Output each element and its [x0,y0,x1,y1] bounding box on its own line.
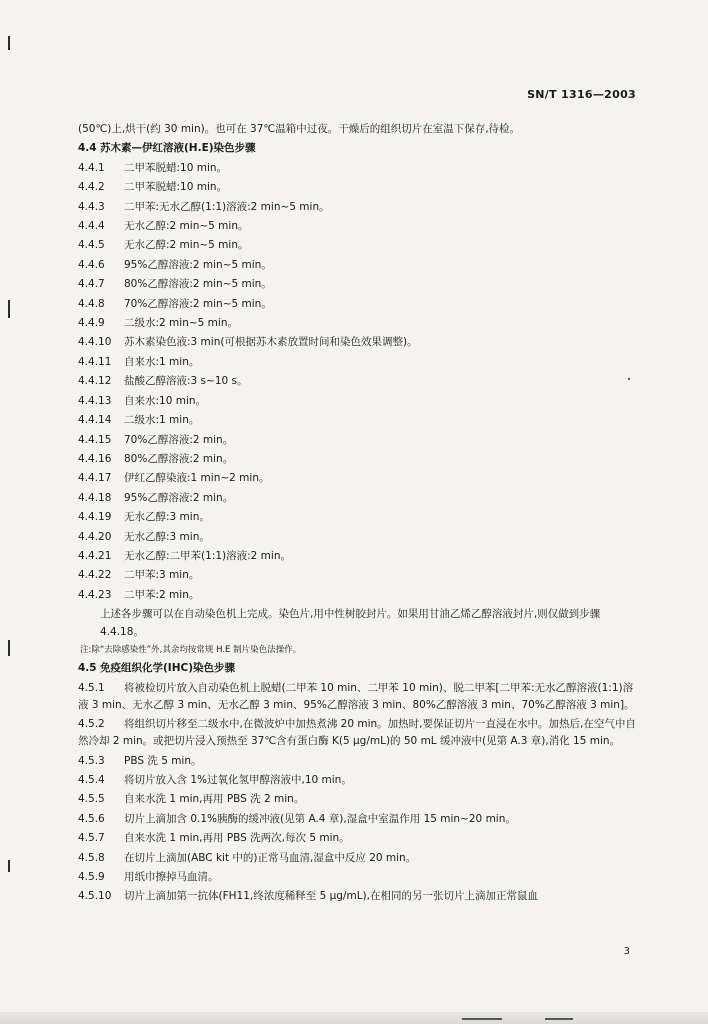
step-text: 自来水洗 1 min,再用 PBS 洗 2 min。 [124,793,305,806]
list-item [78,469,638,488]
hne-steps-list [78,120,638,605]
list-item [78,829,638,848]
list-item [78,392,638,411]
scan-margin-mark [8,300,10,318]
note-text: 注:除“去除感染性”外,其余均按常规 H.E 制片染色法操作。 [80,645,302,656]
step-number: 4.5.4 [78,773,105,786]
list-item [78,353,638,372]
step-text: 80%乙醇溶液:2 min~5 min。 [124,278,272,291]
list-item [78,178,638,197]
list-item [78,887,638,906]
step-number: 4.4.11 [78,355,112,368]
step-text: 苏木素染色液:3 min(可根据苏木素放置时间和染色效果调整)。 [124,336,418,349]
list-item [78,431,638,450]
scan-margin-mark [8,36,10,50]
step-text: 95%乙醇溶液:2 min~5 min。 [124,258,272,271]
step-number: 4.4.5 [78,239,105,252]
list-item [78,120,638,139]
section-number: 4.5 [78,662,97,675]
document-body [78,120,638,907]
step-number: 4.4.16 [78,452,112,465]
step-text: 二级水:2 min~5 min。 [124,317,238,330]
step-text: 二甲苯:无水乙醇(1:1)溶液:2 min~5 min。 [124,200,330,213]
step-number: 4.4.8 [78,297,105,310]
list-item [78,810,638,829]
page-number: 3 [623,946,630,957]
section-heading-4-5 [78,659,638,678]
list-item [78,868,638,887]
step-text: 在切片上滴加(ABC kit 中的)正常马血清,湿盒中反应 20 min。 [124,851,417,864]
list-item [78,752,638,771]
list-item [78,489,638,508]
step-text: (50℃)上,烘干(约 30 min)。也可在 37℃温箱中过夜。干燥后的组织切片在室温下保存,待检。 [78,123,521,135]
scan-bottom-edge [0,1012,708,1024]
scan-bottom-mark [462,1018,502,1020]
step-number: 4.4.2 [78,181,105,194]
step-number: 4.5.3 [78,754,105,767]
section-heading [78,139,638,158]
step-number: 4.4.3 [78,200,105,213]
step-text: 无水乙醇:2 min~5 min。 [124,239,249,252]
list-item [78,256,638,275]
list-item [78,159,638,178]
list-item [78,547,638,566]
list-item [78,716,638,751]
list-item [78,680,638,715]
list-item [78,314,638,333]
step-text: 盐酸乙醇溶液:3 s~10 s。 [124,375,248,388]
step-number: 4.5.9 [78,871,105,883]
step-number: 4.4.7 [78,278,105,291]
scan-bottom-mark [545,1018,573,1020]
step-text: 无水乙醇:3 min。 [124,511,210,524]
step-text: 自来水:10 min。 [124,394,207,407]
step-text: 苏木素—伊红溶液(H.E)染色步骤 [100,142,256,155]
step-number: 4.4.23 [78,588,112,601]
step-number: 4.4.21 [78,549,112,562]
list-item [78,508,638,527]
list-item [78,411,638,430]
step-number: 4.5.5 [78,793,105,806]
list-item [78,528,638,547]
section-title: 免疫组织化学(IHC)染色步骤 [100,662,235,675]
step-number: 4.4.18 [78,491,112,504]
step-text: 自来水洗 1 min,再用 PBS 洗两次,每次 5 min。 [124,832,350,845]
step-number: 4.5.10 [78,890,112,903]
list-item [78,333,638,352]
step-text: 二甲苯:3 min。 [124,569,200,582]
step-number: 4.5.2 [78,717,105,730]
standard-code-header: SN/T 1316—2003 [527,88,636,101]
step-number: 4.4.19 [78,511,112,524]
step-text: 无水乙醇:3 min。 [124,530,210,543]
step-number: 4.4 [78,142,97,155]
step-text: PBS 洗 5 min。 [124,754,202,767]
list-item [78,217,638,236]
step-text: 70%乙醇溶液:2 min~5 min。 [124,297,272,310]
step-text: 70%乙醇溶液:2 min。 [124,433,234,446]
step-number: 4.4.20 [78,530,112,543]
step-number: 4.4.22 [78,569,112,582]
list-item [78,790,638,809]
step-number: 4.4.17 [78,472,112,485]
ihc-steps-list [78,680,638,907]
step-number: 4.4.6 [78,258,105,271]
list-item [78,771,638,790]
step-text: 将切片放入含 1%过氧化氢甲醇溶液中,10 min。 [124,773,352,786]
step-text: 无水乙醇:2 min~5 min。 [124,220,249,233]
step-text: 切片上滴加第一抗体(FH11,终浓度稀释至 5 μg/mL),在相同的另一张切片上滴加正常鼠血 [124,890,538,903]
step-number: 4.4.12 [78,375,112,388]
step-text: 二甲苯脱蜡:10 min。 [124,181,228,194]
auto-stain-paragraph: 上述各步骤可以在自动染色机上完成。染色片,用中性树胶封片。如果用甘油乙烯乙醇溶液封片,则仅做到步骤 4.4.18。 [100,608,601,638]
step-number: 4.4.4 [78,220,105,233]
step-number: 4.5.7 [78,832,105,845]
step-text: 将组织切片移至二级水中,在微波炉中加热煮沸 20 min。加热时,要保证切片一直浸在水中。加热后,在空气中自然冷却 2 min。或把切片浸入预热至 37℃含有蛋白酶 K(5 μg/mL)的 50 mL 缓冲液中(见第 A.3 章),消化 15 min。 [78,717,636,748]
list-item [78,849,638,868]
step-number: 4.4.14 [78,414,112,427]
step-number: 4.5.8 [78,851,105,864]
scan-margin-mark [8,640,10,656]
step-number: 4.4.1 [78,161,105,174]
step-text: 用纸巾擦掉马血清。 [124,871,219,883]
step-number: 4.5.1 [78,681,105,694]
scan-margin-mark [8,860,10,872]
step-text: 无水乙醇:二甲苯(1:1)溶液:2 min。 [124,549,291,562]
step-text: 二级水:1 min。 [124,414,200,427]
step-text: 将被检切片放入自动染色机上脱蜡(二甲苯 10 min、二甲苯 10 min)、脱二甲苯[二甲苯:无水乙醇溶液(1:1)溶液 3 min、无水乙醇 3 min、无水乙醇 3 min、95%乙醇溶液 3 min、80%乙醇溶液 3 min、70%乙醇溶液 3 min]。 [78,681,635,712]
step-number: 4.4.13 [78,394,112,407]
list-item [78,198,638,217]
list-item [78,275,638,294]
list-item [78,450,638,469]
list-item [78,236,638,255]
step-text: 伊红乙醇染液:1 min~2 min。 [124,472,270,485]
list-item [78,372,638,391]
step-text: 80%乙醇溶液:2 min。 [124,452,234,465]
step-text: 二甲苯脱蜡:10 min。 [124,161,228,174]
list-item [78,586,638,605]
step-number: 4.4.15 [78,433,112,446]
step-text: 切片上滴加含 0.1%胰酶的缓冲液(见第 A.4 章),湿盒中室温作用 15 min~20 min。 [124,812,516,825]
list-item [78,566,638,585]
step-text: 95%乙醇溶液:2 min。 [124,491,234,504]
step-text: 二甲苯:2 min。 [124,588,200,601]
step-number: 4.5.6 [78,812,105,825]
step-number: 4.4.9 [78,317,105,330]
step-text: 自来水:1 min。 [124,355,200,368]
list-item [78,295,638,314]
step-number: 4.4.10 [78,336,112,349]
